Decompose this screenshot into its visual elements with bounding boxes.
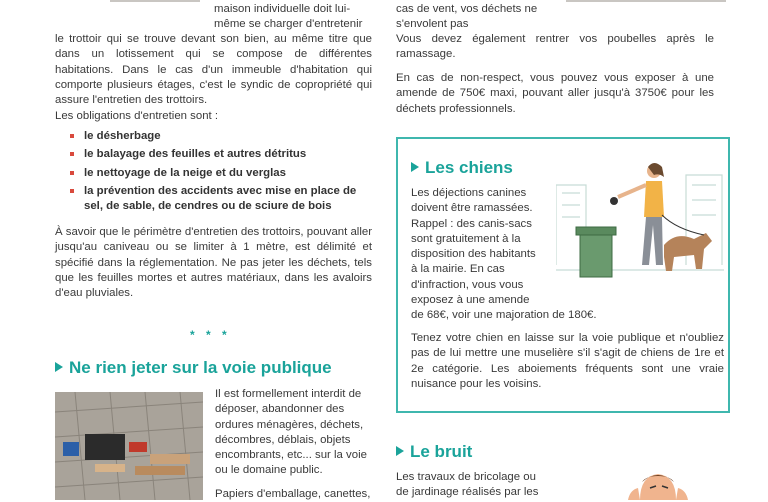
triangle-icon	[411, 162, 419, 172]
chiens-line: Rappel : des canis-sacs	[411, 217, 532, 230]
bruit-line: de jardinage réalisés par les	[396, 486, 539, 498]
chiens-line: exposez à une amende	[411, 294, 530, 307]
bullet-icon	[70, 171, 74, 175]
annoyed-man-illustration	[612, 470, 702, 500]
text-fragment: cas de vent, vos déchets ne	[396, 3, 538, 15]
obligations-intro: Les obligations d'entretien sont :	[55, 110, 219, 122]
list-item: le désherbage	[70, 129, 372, 144]
amende-paragraph: En cas de non-respect, vous pouvez vous exposer à une amende de 750€ maxi, pouvant aller jusqu'à 3750€ pour les déchets professionnels.	[396, 72, 714, 115]
section-separator: * * *	[190, 328, 231, 342]
chiens-text-block	[411, 186, 551, 308]
chiens-line: Les déjections canines	[411, 187, 527, 199]
top-right-photo	[566, 0, 726, 2]
top-left-photo	[110, 0, 200, 2]
obligations-list	[70, 129, 372, 217]
bullet-icon	[70, 189, 74, 193]
voie-publique-heading: Ne rien jeter sur la voie publique	[55, 358, 375, 378]
bruit-heading: Le bruit	[396, 442, 472, 462]
voie-publique-text: Il est formellement interdit de déposer, abandonner des ordures ménagères, déchets, décombres, déblais, objets encombrants, etc... sur la voie ou le domaine public.	[215, 388, 367, 477]
voie-publique-text2: Papiers d'emballage, canettes,	[215, 488, 371, 500]
chiens-line: sont gratuitement à la	[411, 232, 521, 245]
list-item: la prévention des accidents avec mise en place de sel, de sable, de cendres ou de sciure de bois	[70, 184, 372, 215]
list-item: le nettoyage de la neige et du verglas	[70, 166, 372, 181]
dog-walker-illustration	[556, 145, 724, 287]
list-item: le balayage des feuilles et autres détritus	[70, 147, 372, 162]
text-fragment: s'envolent pas	[396, 18, 469, 30]
chiens-amende: de 68€, voir une majoration de 180€.	[411, 309, 597, 321]
fireworks-trash-photo	[55, 392, 203, 500]
laisse-paragraph: Tenez votre chien en laisse sur la voie publique et n'oubliez pas de lui mettre une muselière s'il s'agit de chiens de 1re et 2e catégorie. Les aboiements fréquents sont une vraie nuisance pour les voisins.	[411, 332, 724, 390]
triangle-icon	[55, 362, 63, 372]
chiens-line: doivent être ramassées.	[411, 202, 533, 215]
bullet-icon	[70, 152, 74, 156]
perimetre-paragraph: À savoir que le périmètre d'entretien des trottoirs, pouvant aller jusqu'au caniveau ou se limiter à 1 mètre, est délimité et spécifié dans la réglementation. Ne pas jeter les déchets, tels que les feuilles mortes et autres matériaux, dans les avaloirs d'eau pluviales.	[55, 226, 372, 300]
chiens-line: disposition des habitants	[411, 248, 536, 261]
chiens-heading: Les chiens	[411, 158, 513, 178]
trottoir-paragraph: le trottoir qui se trouve devant son bien, au même titre que dans un lotissement qui se compose de différentes habitations. Dans le cas d'un immeuble d'habitation qui comporte plusieurs étages, c'est le syndic de copropriété qui assure l'entretien des trottoirs.	[55, 33, 372, 107]
chiens-line: à la mairie. En cas	[411, 263, 505, 276]
bruit-line: Les travaux de bricolage ou	[396, 471, 536, 483]
text-fragment: même se charger d'entretenir	[214, 18, 363, 30]
chiens-line: d'infraction, vous vous	[411, 278, 524, 291]
poubelles-paragraph: Vous devez également rentrer vos poubelles après le ramassage.	[396, 33, 714, 61]
triangle-icon	[396, 446, 404, 456]
text-fragment: maison individuelle doit lui-	[214, 3, 351, 15]
bullet-icon	[70, 134, 74, 138]
